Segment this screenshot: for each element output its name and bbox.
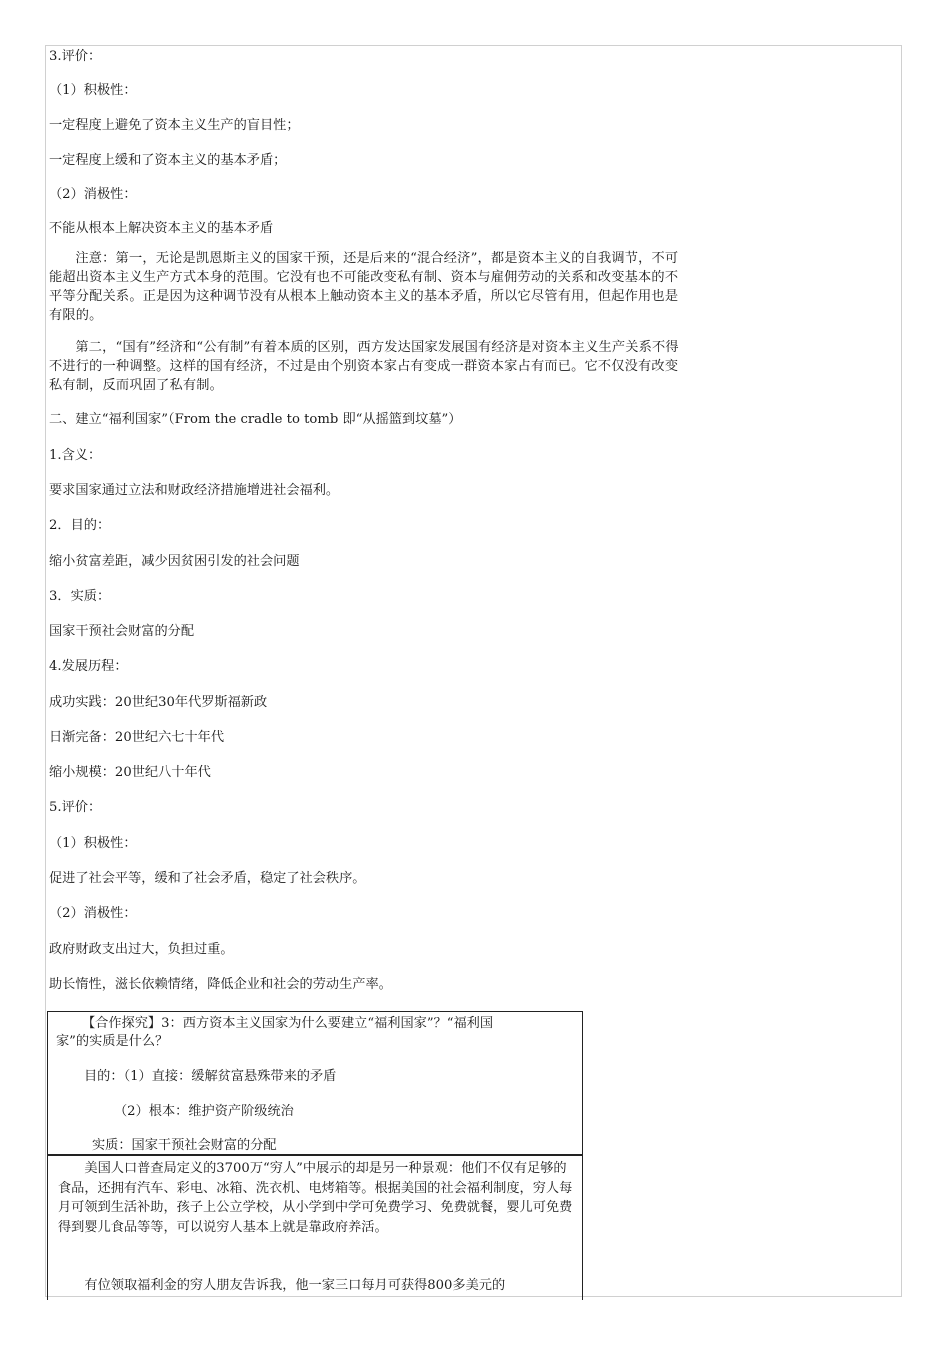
note-paragraph-2: 第二，“国有”经济和“公有制”有着本质的区别，西方发达国家发展国有经济是对资本主义生产关系不得不进行的一种调整。这样的国有经济，不过是由个别资本家占有变成一群资本家占有而已。它不仅没有改变私有制，反而巩固了私有制。 [49, 340, 679, 393]
text-line: 一定程度上避免了资本主义生产的盲目性； [49, 118, 300, 133]
subheading-negative: （2）消极性： [49, 906, 137, 921]
text-line: 助长惰性，滋长依赖情绪，降低企业和社会的劳动生产率。 [49, 977, 392, 992]
reading-material-box [47, 1155, 583, 1300]
subheading-essence: 3．实质： [49, 589, 111, 604]
text-line: 促进了社会平等，缓和了社会矛盾，稳定了社会秩序。 [49, 871, 366, 886]
essence-line: 实质：国家干预社会财富的分配 [92, 1138, 277, 1153]
note-paragraph-1: 注意：第一，无论是凯恩斯主义的国家干预，还是后来的“混合经济”，都是资本主义的自我调节，不可能超出资本主义生产方式本身的范围。它没有也不可能改变私有制、资本与雇佣劳动的关系和改变基本的不平等分配关系。正是因为这种调节没有从根本上触动资本主义的基本矛盾，所以它尽管有用，但起作用也是有限的。 [49, 251, 679, 323]
text-line: 一定程度上缓和了资本主义的基本矛盾； [49, 153, 287, 168]
section-heading-welfare-state: 二、建立“福利国家”（From the cradle to tomb 即“从摇篮到坟墓”） [49, 412, 462, 427]
inquiry-box [47, 1011, 583, 1155]
reading-paragraph-2: 有位领取福利金的穷人朋友告诉我，他一家三口每月可获得800多美元的 [84, 1278, 506, 1293]
subheading-positive: （1）积极性： [49, 83, 137, 98]
inquiry-question-line1: 【合作探究】3：西方资本主义国家为什么要建立“福利国家”？“福利国 [82, 1016, 494, 1031]
subheading-development: 4.发展历程： [49, 659, 128, 674]
text-line: 缩小贫富差距，减少因贫困引发的社会问题 [49, 554, 300, 569]
subheading-positive: （1）积极性： [49, 836, 137, 851]
heading-evaluation: 3.评价： [49, 49, 102, 64]
text-line: 成功实践：20世纪30年代罗斯福新政 [49, 695, 268, 710]
subheading-meaning: 1.含义： [49, 448, 102, 463]
text-line: 国家干预社会财富的分配 [49, 624, 195, 639]
subheading-purpose: 2．目的： [49, 518, 111, 533]
text-line: 日渐完备：20世纪六七十年代 [49, 730, 225, 745]
text-line: 政府财政支出过大，负担过重。 [49, 942, 234, 957]
purpose-fundamental: （2）根本：维护资产阶级统治 [114, 1104, 294, 1119]
subheading-negative: （2）消极性： [49, 187, 137, 202]
purpose-direct: 目的：（1）直接：缓解贫富悬殊带来的矛盾 [84, 1069, 337, 1084]
text-line: 不能从根本上解决资本主义的基本矛盾 [49, 221, 274, 236]
reading-paragraph-1: 美国人口普查局定义的3700万“穷人”中展示的却是另一种景观：他们不仅有足够的食品，还拥有汽车、彩电、冰箱、洗衣机、电烤箱等。根据美国的社会福利制度，穷人每月可领到生活补助，孩子上公立学校，从小学到中学可免费学习、免费就餐，婴儿可免费得到婴儿食品等等，可以说穷人基本上就是靠政府养活。 [58, 1161, 573, 1235]
text-line: 缩小规模：20世纪八十年代 [49, 765, 211, 780]
subheading-evaluation: 5.评价： [49, 800, 102, 815]
inquiry-question-line2: 家”的实质是什么？ [56, 1034, 169, 1049]
text-line: 要求国家通过立法和财政经济措施增进社会福利。 [49, 483, 340, 498]
